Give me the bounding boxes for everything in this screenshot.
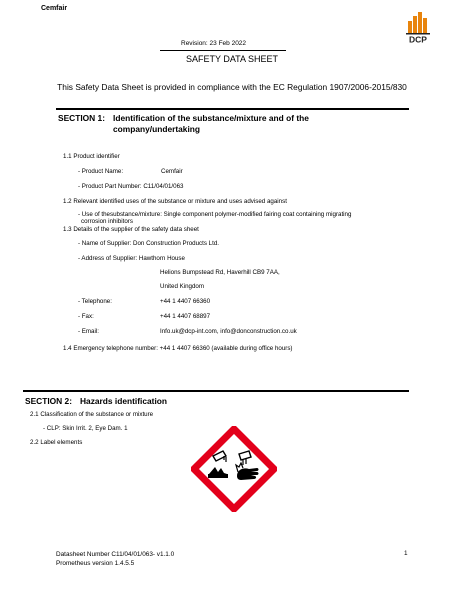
address-line2: Helions Bumpstead Rd, Haverhill CB9 7AA, xyxy=(160,269,280,276)
product-name-label: - Product Name: xyxy=(78,168,124,175)
datasheet-number: Datasheet Number C11/04/01/063- v1.1.0 xyxy=(56,551,175,558)
document-product-label: Cemfair xyxy=(41,5,68,12)
footer xyxy=(56,550,174,568)
section2-number: SECTION 2: xyxy=(25,396,72,406)
address-label: - Address of Supplier: Hawthorn House xyxy=(78,255,185,262)
email-label: - Email: xyxy=(78,328,99,335)
section1-title-line2: company/undertaking xyxy=(113,124,201,134)
subsection-1-3: 1.3 Details of the supplier of the safety data sheet xyxy=(63,226,199,233)
section1-rule xyxy=(56,108,409,110)
document-title: SAFETY DATA SHEET xyxy=(185,54,279,64)
address-line3: United Kingdom xyxy=(160,283,205,290)
use-description-line2: corrosion inhibitors xyxy=(81,218,133,225)
page-number: 1 xyxy=(404,550,408,557)
fax-label: - Fax: xyxy=(78,313,94,320)
clp-classification: - CLP: Skin Irrit. 2, Eye Dam. 1 xyxy=(43,425,128,432)
dcp-logo xyxy=(405,11,431,45)
corrosion-pictogram-icon xyxy=(191,426,277,512)
header-divider xyxy=(160,50,286,51)
subsection-1-4: 1.4 Emergency telephone number: +44 1 4407 66360 (available during office hours) xyxy=(63,345,293,352)
subsection-1-1: 1.1 Product identifier xyxy=(63,153,120,160)
compliance-note: This Safety Data Sheet is provided in compliance with the EC Regulation 1907/2006-2015/830 xyxy=(57,82,407,92)
supplier-name: - Name of Supplier: Don Construction Products Ltd. xyxy=(78,240,220,247)
section2-title: Hazards identification xyxy=(80,396,168,406)
section2-rule xyxy=(23,390,409,392)
subsection-2-1: 2.1 Classification of the substance or mixture xyxy=(30,411,154,418)
telephone-value: +44 1 4407 66360 xyxy=(160,298,211,305)
product-part-number: - Product Part Number: C11/04/01/063 xyxy=(78,183,184,190)
use-description-line1: - Use of thesubstance/mixture: Single component polymer-modified fairing coat containing migrating xyxy=(78,211,352,218)
revision-date: Revision: 23 Feb 2022 xyxy=(181,40,247,47)
section1-title-line1: Identification of the substance/mixture and of the xyxy=(113,113,309,123)
logo-text: DCP xyxy=(409,34,427,45)
section2-heading xyxy=(25,396,167,407)
section1-heading xyxy=(58,113,309,135)
prometheus-version: Prometheus version 1.4.5.5 xyxy=(56,560,135,567)
fax-value: +44 1 4407 68897 xyxy=(160,313,211,320)
section1-number: SECTION 1: xyxy=(58,113,105,123)
product-name-value: Cemfair xyxy=(161,168,183,175)
subsection-2-2: 2.2 Label elements xyxy=(30,439,83,446)
subsection-1-2: 1.2 Relevant identified uses of the substance or mixture and uses advised against xyxy=(63,198,287,205)
telephone-label: - Telephone: xyxy=(78,298,112,305)
email-value: Info.uk@dcp-int.com, info@donconstruction.co.uk xyxy=(160,328,297,335)
logo-tower-icon xyxy=(408,12,427,33)
